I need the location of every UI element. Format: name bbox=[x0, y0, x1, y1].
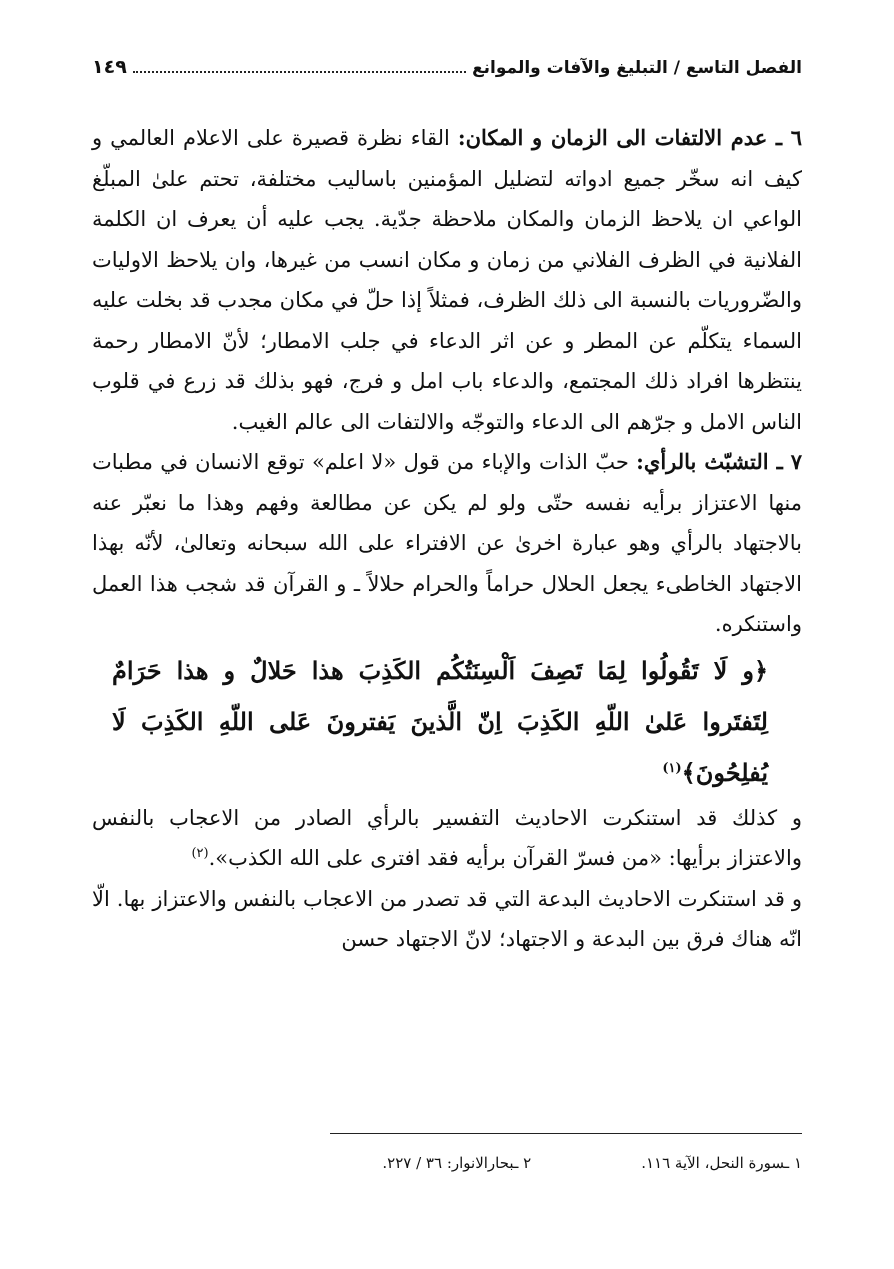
paragraph-bidah-text: و قد استنكرت الاحاديث البدعة التي قد تصدر من الاعجاب بالنفس والاعتزاز بها. الّا انّه هناك فرق بين البدعة و الاجتهاد؛ لانّ الاجتهاد حسن bbox=[92, 886, 802, 951]
chapter-title: الفصل التاسع / التبليغ والآفات والموانع bbox=[472, 58, 802, 78]
verse-text: ﴿و لَا تَقُولُوا لِمَا تَصِفَ اَلْسِنَتُكُم الكَذِبَ هذا حَلالٌ و هذا حَرَامٌ لِتَفتَروا عَلىٰ اللّهِ الكَذِبَ اِنّ الَّذينَ يَفترونَ عَلى اللّهِ الكَذِبَ لَا يُفلِحُونَ﴾ bbox=[112, 655, 769, 787]
paragraph-6-text: القاء نظرة قصيرة على الاعلام العالمي و كيف انه سخّر جميع ادواته لتضليل المؤمنين باساليب مختلفة، تحتم علىٰ المبلّغ الواعي ان يلاحظ الزمان والمكان ملاحظة جدّية. يجب عليه أن يعرف ان الكلمة الفلانية في الظرف الفلاني من زمان و مكان انسب من غيرها، وان يلاحظ الاوليات والضّروريات بالنسبة الى ذلك الظرف، فمثلاً إذا حلّ في مكان مجدب قد بخلت عليه السماء يتكلّم عن المطر و عن اثر الدعاء في جلب الامطار؛ لأنّ الامطار رحمة ينتظرها افراد ذلك المجتمع، والدعاء باب امل و فرج، فهو بذلك قد زرع في قلوب الناس الامل و جرّهم الى الدعاء والتوجّه والالتفات الى عالم الغيب. bbox=[92, 126, 802, 434]
quran-verse bbox=[92, 645, 802, 798]
footnote-ref-1: (١) bbox=[662, 760, 682, 776]
footnote-divider bbox=[330, 1133, 802, 1134]
paragraph-6 bbox=[92, 118, 802, 442]
paragraph-7-text: حبّ الذات والإباء من قول «لا اعلم» توقع الانسان في مطبات منها الاعتزاز برأيه نفسه حتّى ولو لم يكن عن مطالعة وفهم وهذا ما نعبّر عنه بالاجتهاد بالرأي وهو عبارة اخرىٰ عن الافتراء على الله سبحانه وتعالىٰ، لأنّه بهذا الاجتهاد الخاطىء يجعل الحلال حراماً والحرام حلالاً ـ و القرآن قد شجب هذا العمل واستنكره. bbox=[92, 450, 802, 636]
running-header bbox=[92, 56, 802, 92]
footnote-ref-2: (٢) bbox=[191, 846, 209, 861]
footnotes bbox=[92, 1154, 802, 1172]
paragraph-hadith bbox=[92, 798, 802, 879]
main-text bbox=[92, 118, 802, 960]
footnote-1: ١ ـسورة النحل، الآية ١١٦. bbox=[641, 1154, 802, 1172]
footnote-2: ٢ ـبحارالانوار: ٣٦ / ٢٢٧. bbox=[382, 1154, 532, 1172]
heading-7: ٧ ـ التشبّث بالرأي: bbox=[636, 449, 802, 474]
header-leader-dots bbox=[133, 59, 466, 73]
paragraph-7 bbox=[92, 442, 802, 645]
heading-6: ٦ ـ عدم الالتفات الى الزمان و المكان: bbox=[457, 125, 802, 150]
paragraph-bidah bbox=[92, 879, 802, 960]
paragraph-hadith-text: و كذلك قد استنكرت الاحاديث التفسير بالرأي الصادر من الاعجاب بالنفس والاعتزاز برأيها: «من فسرّ القرآن برأيه فقد افترى على الله الكذب». bbox=[92, 805, 802, 870]
page-number: ١٤٩ bbox=[92, 56, 127, 78]
